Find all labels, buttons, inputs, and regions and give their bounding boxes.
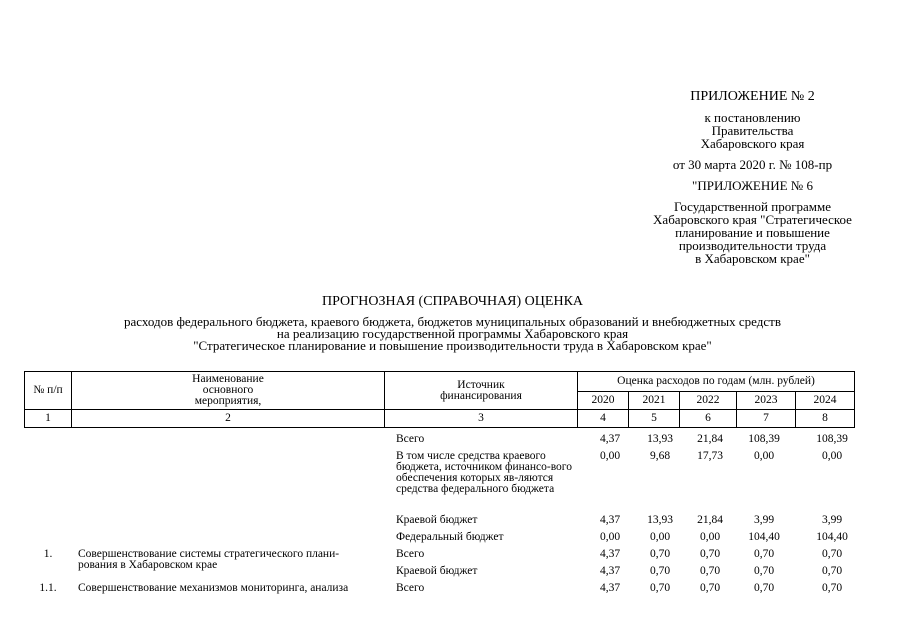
value-cell: 0,70: [649, 565, 671, 577]
activity-name: Совершенствование механизмов мониторинга, анализа: [78, 582, 349, 594]
value-cell: 4,37: [599, 582, 621, 594]
value-cell: 0,70: [649, 548, 671, 560]
document-subtitle: "Стратегическое планирование и повышение производительности труда в Хабаровском крае": [193, 338, 712, 353]
value-cell: 3,99: [821, 514, 843, 526]
attachment-line: Хабаровского края: [700, 136, 805, 151]
year-header: 2024: [796, 392, 855, 410]
estimate-table-body: [24, 434, 862, 600]
source-cell: В том числе средства краевого бюджета, источником финансо-вого обеспечения которых яв-ляются средства федерального бюджета: [396, 450, 572, 495]
col-name-line: Наименование: [192, 373, 264, 385]
table-row: [24, 566, 862, 583]
document-heading: [0, 296, 905, 352]
attachment-line: Хабаровского края "Стратегическое: [653, 212, 852, 227]
estimate-table-header: [24, 371, 855, 428]
col-source-line: Источник: [457, 378, 505, 391]
value-cell: 4,37: [599, 565, 621, 577]
document-subtitle: на реализацию государственной программы Хабаровского края: [276, 326, 629, 341]
activity-name: Совершенствование системы стратегического плани-рования в Хабаровском крае: [78, 548, 340, 571]
value-cell: 4,37: [599, 433, 621, 445]
year-header: 2023: [737, 392, 796, 410]
value-cell: 104,40: [748, 531, 780, 543]
value-cell: 0,00: [599, 450, 621, 462]
col-index: 8: [796, 410, 855, 428]
value-cell: 13,93: [647, 433, 673, 445]
table-row: [24, 515, 862, 532]
value-cell: 0,00: [699, 531, 721, 543]
source-cell: Краевой бюджет: [396, 514, 478, 526]
value-cell: 0,70: [699, 565, 721, 577]
col-num-header: № п/п: [25, 372, 72, 410]
value-cell: 0,70: [699, 582, 721, 594]
value-cell: 13,93: [647, 514, 673, 526]
attachment-date: от 30 марта 2020 г. № 108-пр: [672, 157, 833, 172]
attachment-line: планирование и повышение: [675, 225, 830, 240]
attachment-line: производительности труда: [678, 238, 827, 253]
col-index: 7: [737, 410, 796, 428]
attachment-line: в Хабаровском крае": [695, 251, 810, 266]
attachment-sub-number: "ПРИЛОЖЕНИЕ № 6: [692, 178, 813, 193]
year-header: 2020: [578, 392, 629, 410]
value-cell: 0,70: [753, 582, 775, 594]
col-name-line: основного: [202, 384, 254, 396]
value-cell: 0,70: [821, 548, 843, 560]
value-cell: 108,39: [816, 433, 848, 445]
attachment-line: к постановлению: [704, 110, 801, 125]
year-header: 2022: [680, 392, 737, 410]
value-cell: 3,99: [753, 514, 775, 526]
value-cell: 9,68: [649, 450, 671, 462]
table-row: [24, 451, 862, 515]
value-cell: 108,39: [748, 433, 780, 445]
value-cell: 4,37: [599, 548, 621, 560]
attachment-line: Правительства: [711, 123, 794, 138]
col-index: 6: [680, 410, 737, 428]
value-cell: 0,70: [821, 565, 843, 577]
col-source-line: финансирования: [440, 389, 522, 402]
source-cell: Краевой бюджет: [396, 565, 478, 577]
col-name-line: мероприятия,: [194, 395, 262, 407]
col-index: 4: [578, 410, 629, 428]
col-index: 5: [629, 410, 680, 428]
value-cell: 0,70: [821, 582, 843, 594]
source-cell: Федеральный бюджет: [396, 531, 504, 543]
attachment-line: Государственной программе: [673, 199, 832, 214]
value-cell: 4,37: [599, 514, 621, 526]
row-number: 1.: [43, 548, 53, 560]
col-source-header: [385, 372, 578, 410]
attachment-number: ПРИЛОЖЕНИЕ № 2: [690, 89, 815, 104]
value-cell: 21,84: [697, 433, 723, 445]
value-cell: 0,00: [753, 450, 775, 462]
col-estimate-header: Оценка расходов по годам (млн. рублей): [578, 372, 855, 392]
value-cell: 0,00: [649, 531, 671, 543]
year-header: 2021: [629, 392, 680, 410]
value-cell: 17,73: [697, 450, 723, 462]
value-cell: 0,00: [599, 531, 621, 543]
value-cell: 0,70: [699, 548, 721, 560]
document-subtitle: расходов федерального бюджета, краевого бюджета, бюджетов муниципальных образований и внебюджетных средств: [124, 314, 781, 329]
row-number: 1.1.: [39, 582, 57, 594]
source-cell: Всего: [396, 582, 425, 594]
value-cell: 0,70: [753, 548, 775, 560]
col-index: 1: [25, 410, 72, 428]
value-cell: 21,84: [697, 514, 723, 526]
table-row: [24, 434, 862, 451]
attachment-block: [620, 90, 885, 265]
table-row: [24, 583, 862, 600]
col-index: 2: [72, 410, 385, 428]
source-cell: Всего: [396, 548, 425, 560]
table-row: [24, 532, 862, 549]
document-title: ПРОГНОЗНАЯ (СПРАВОЧНАЯ) ОЦЕНКА: [321, 294, 584, 309]
value-cell: 0,70: [649, 582, 671, 594]
col-name-header: [72, 372, 385, 410]
value-cell: 104,40: [816, 531, 848, 543]
source-cell: Всего: [396, 433, 425, 445]
value-cell: 0,70: [753, 565, 775, 577]
value-cell: 0,00: [821, 450, 843, 462]
col-index: 3: [385, 410, 578, 428]
